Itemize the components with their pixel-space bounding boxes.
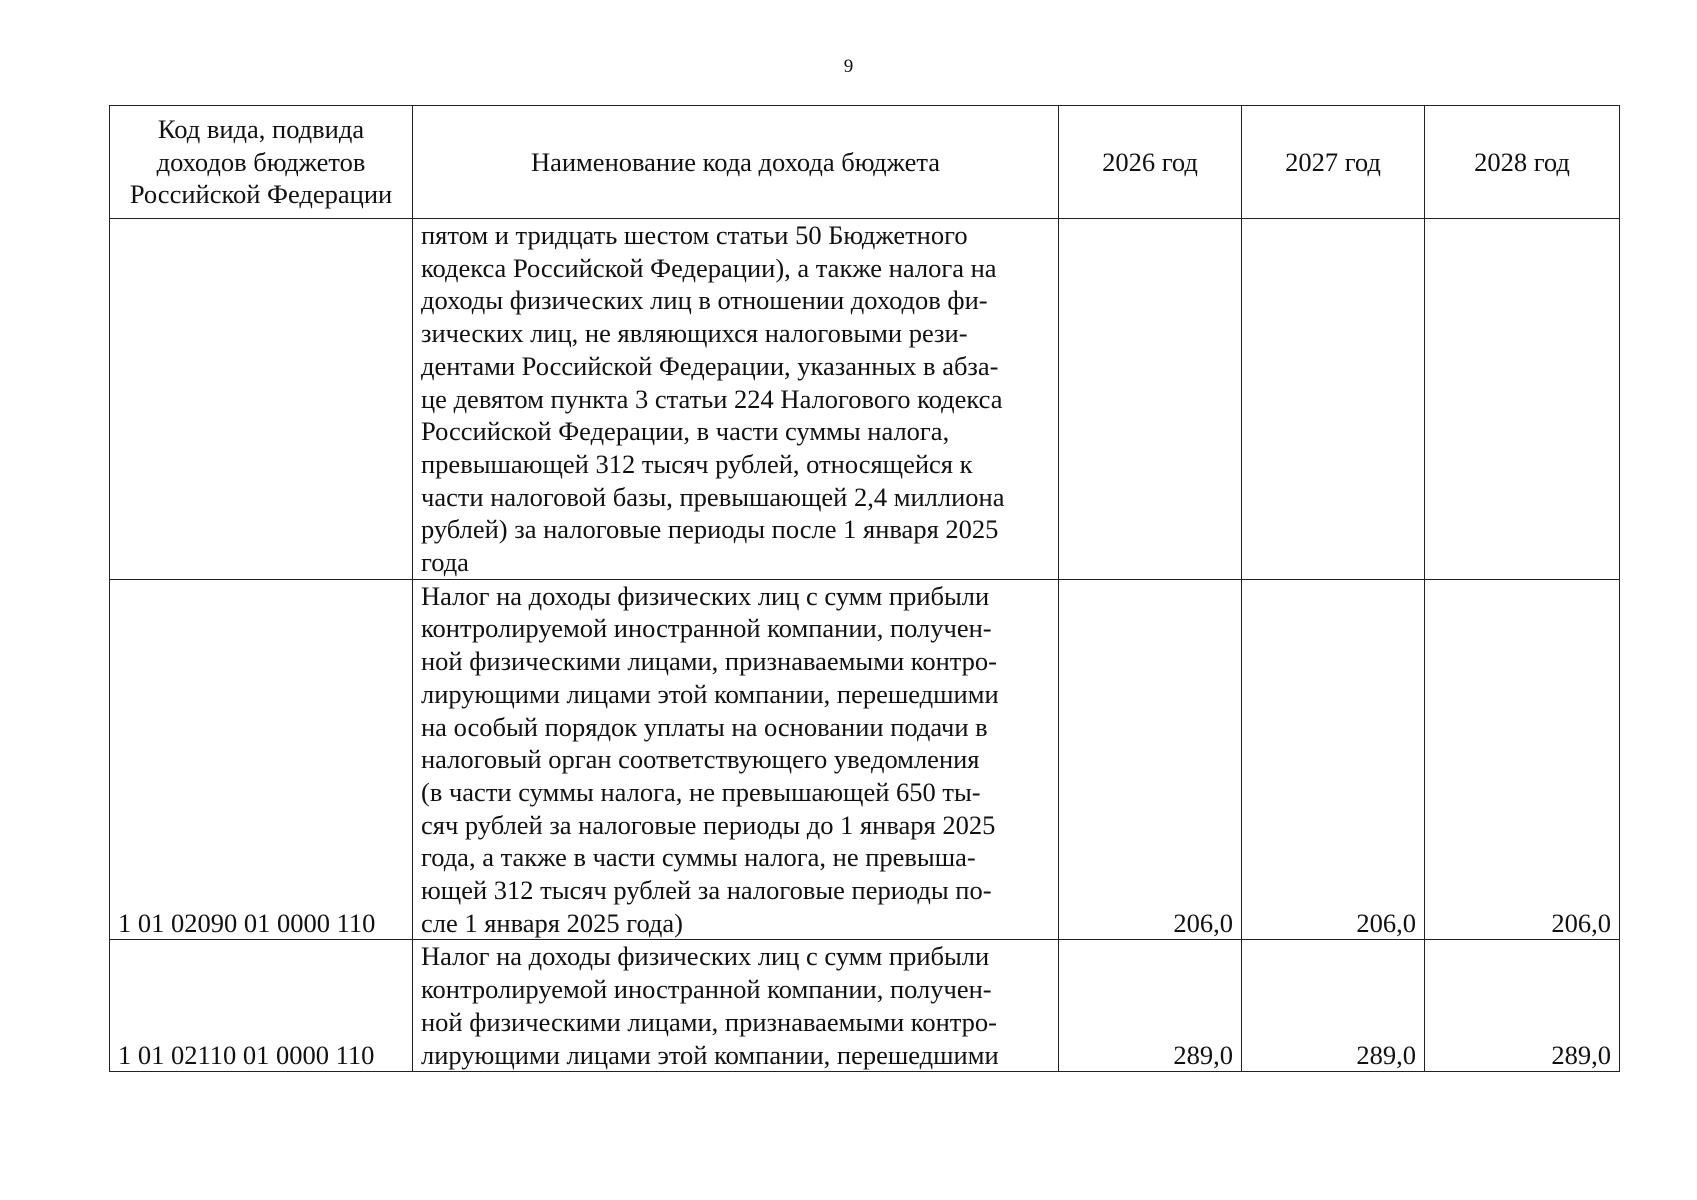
code-cell: 1 01 02090 01 0000 110: [110, 579, 413, 940]
header-name: Наименование кода дохода бюджета: [413, 106, 1059, 219]
name-line: лирующими лицами этой компании, перешедшими: [421, 678, 999, 709]
value-2028-cell: 289,0: [1425, 940, 1620, 1072]
code-cell: [110, 219, 413, 580]
name-line: лирующими лицами этой компании, перешедшими: [421, 1039, 999, 1070]
table-header: [110, 106, 1620, 219]
value-2027-cell: 289,0: [1242, 940, 1425, 1072]
value-2027-cell: [1242, 219, 1425, 580]
name-line: на особый порядок уплаты на основании подачи в: [421, 711, 988, 742]
name-cell: [413, 940, 1059, 1072]
table-row: [110, 579, 1620, 940]
name-line: кодекса Российской Федерации), а также налога на: [421, 252, 997, 283]
value-2026-cell: 289,0: [1059, 940, 1242, 1072]
revenue-table: [109, 105, 1620, 1072]
name-line: сяч рублей за налоговые периоды до 1 января 2025: [421, 809, 996, 840]
header-year-2027: 2027 год: [1242, 106, 1425, 219]
name-line: части налоговой базы, превышающей 2,4 миллиона: [421, 481, 1005, 512]
value-2026-cell: [1059, 219, 1242, 580]
name-line: ной физическими лицами, признаваемыми контро-: [421, 1006, 997, 1037]
name-line: Налог на доходы физических лиц с сумм прибыли: [421, 580, 990, 611]
code-cell: 1 01 02110 01 0000 110: [110, 940, 413, 1072]
name-cell: [413, 219, 1059, 580]
header-code-line: доходов бюджетов: [156, 146, 366, 177]
name-line: года, а также в части суммы налога, не превыша-: [421, 842, 976, 873]
name-line: ющей 312 тысяч рублей за налоговые периоды по-: [421, 875, 992, 906]
name-line: налоговый орган соответствующего уведомления: [421, 744, 980, 775]
name-line: сле 1 января 2025 года): [421, 907, 683, 938]
name-line: пятом и тридцать шестом статьи 50 Бюджетного: [421, 220, 968, 250]
header-row: [110, 106, 1620, 219]
name-line: рублей) за налоговые периоды после 1 января 2025: [421, 514, 999, 545]
name-line: (в части суммы налога, не превышающей 650 ты-: [421, 776, 981, 807]
name-line: це девятом пункта 3 статьи 224 Налогового кодекса: [421, 383, 1003, 414]
name-line: контролируемой иностранной компании, получен-: [421, 974, 992, 1005]
name-line: Налог на доходы физических лиц с сумм прибыли: [421, 941, 990, 972]
name-line: года: [421, 547, 469, 578]
header-year-2026: 2026 год: [1059, 106, 1242, 219]
name-line: дентами Российской Федерации, указанных в абза-: [421, 350, 999, 381]
name-line: Российской Федерации, в части суммы налога,: [421, 416, 950, 447]
header-code: [110, 106, 413, 219]
header-code-line: Код вида, подвида: [157, 113, 365, 144]
header-code-line: Российской Федерации: [129, 179, 393, 210]
name-line: доходы физических лиц в отношении доходов фи-: [421, 285, 988, 316]
name-cell: [413, 579, 1059, 940]
value-2028-cell: 206,0: [1425, 579, 1620, 940]
value-2026-cell: 206,0: [1059, 579, 1242, 940]
name-line: контролируемой иностранной компании, получен-: [421, 613, 992, 644]
name-line: зических лиц, не являющихся налоговыми рези-: [421, 318, 968, 349]
value-2028-cell: [1425, 219, 1620, 580]
name-line: ной физическими лицами, признаваемыми контро-: [421, 646, 997, 677]
table-row: [110, 219, 1620, 580]
table-body: [110, 219, 1620, 1072]
page-number: 9: [843, 56, 854, 77]
header-year-2028: 2028 год: [1425, 106, 1620, 219]
value-2027-cell: 206,0: [1242, 579, 1425, 940]
table-row: [110, 940, 1620, 1072]
name-line: превышающей 312 тысяч рублей, относящейся к: [421, 448, 973, 479]
